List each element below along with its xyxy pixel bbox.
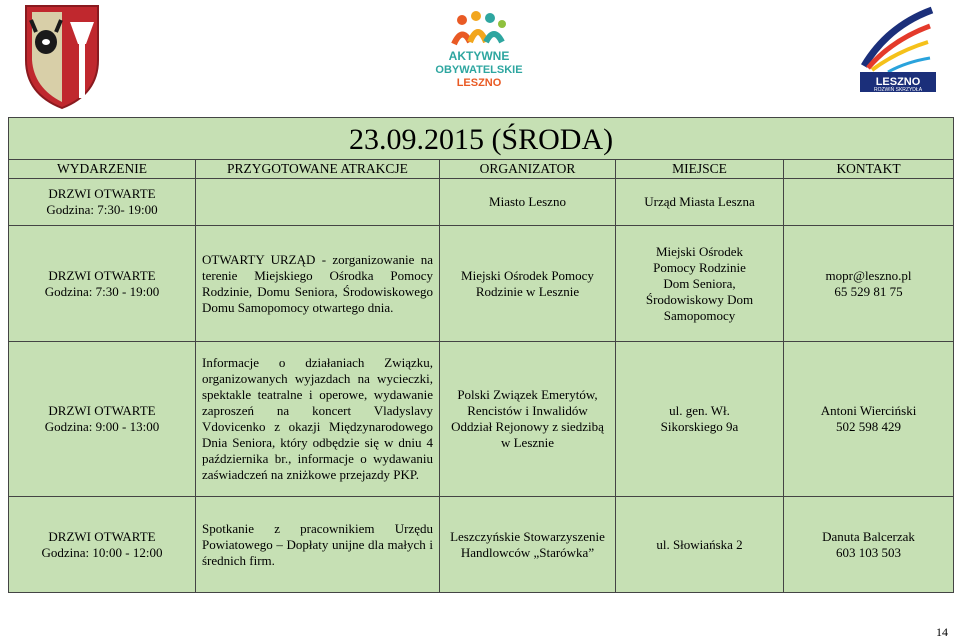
header-attractions: PRZYGOTOWANE ATRAKCJE: [196, 160, 440, 179]
header-row: [9, 160, 954, 179]
table-row: [9, 497, 954, 593]
contact-email: mopr@leszno.pl: [825, 267, 912, 283]
contact-cell: [784, 179, 954, 226]
header-organizer: ORGANIZATOR: [440, 160, 616, 179]
event-cell: [9, 342, 196, 497]
contact-cell: [784, 497, 954, 593]
header-event: WYDARZENIE: [9, 160, 196, 179]
attractions-cell: Informacje o działaniach Związku, organizowanych wyjazdach na wycieczki, spektakle teatralne i operowe, wydawanie zaproszeń na koncert Vladyslavy Vdovicenko z okazji Międzynarodowego Dnia Seniora, który odbędzie się w dniu 4 października br., informacje o wydawaniu zaświadczeń na zniżkowe przejazdy PKP.: [196, 342, 440, 497]
event-cell: [9, 179, 196, 226]
event-name: DRZWI OTWARTE: [48, 267, 156, 283]
event-cell: [9, 226, 196, 342]
table-row: [9, 179, 954, 226]
organizer-cell: Leszczyńskie Stowarzyszenie Handlowców „Starówka”: [440, 497, 616, 593]
contact-phone: 603 103 503: [836, 544, 902, 560]
event-hours: Godzina: 9:00 - 13:00: [44, 419, 160, 434]
events-table: [8, 117, 954, 593]
place-cell: Miejski Ośrodek Pomocy Rodzinie Dom Seniora, Środowiskowy Dom Samopomocy: [616, 226, 784, 342]
event-name: DRZWI OTWARTE: [48, 528, 156, 544]
contact-cell: [784, 226, 954, 342]
contact-cell: [784, 342, 954, 497]
contact-phone: 502 598 429: [836, 419, 902, 434]
date-title: 23.09.2015 (ŚRODA): [9, 118, 954, 160]
place-cell: Urząd Miasta Leszna: [616, 179, 784, 226]
title-row: [9, 118, 954, 160]
event-hours: Godzina: 7:30- 19:00: [46, 202, 158, 217]
organizer-cell: Miasto Leszno: [440, 179, 616, 226]
event-cell: [9, 497, 196, 593]
event-hours: Godzina: 7:30 - 19:00: [44, 283, 160, 299]
attractions-cell: Spotkanie z pracownikiem Urzędu Powiatowego – Dopłaty unijne dla małych i średnich firm.: [196, 497, 440, 593]
table-row: [9, 342, 954, 497]
header-contact: KONTAKT: [784, 160, 954, 179]
logo-text-leszno: LESZNO: [456, 77, 502, 89]
event-name: DRZWI OTWARTE: [48, 186, 156, 201]
logo-text-obywatelskie: OBYWATELSKIE: [435, 64, 523, 76]
aktywne-obywatelskie-logo: [418, 10, 540, 90]
attractions-cell: [196, 179, 440, 226]
organizer-cell: Polski Związek Emerytów, Rencistów i Inwalidów Oddział Rejonowy z siedzibą w Lesznie: [440, 342, 616, 497]
place-cell: ul. Słowiańska 2: [616, 497, 784, 593]
contact-phone: 65 529 81 75: [834, 283, 903, 299]
leszno-city-logo: [858, 6, 938, 92]
logo-text-leszno-main: LESZNO: [875, 76, 921, 88]
contact-name: Antoni Wierciński: [820, 403, 917, 418]
logo-text-leszno-sub: ROZWIŃ SKRZYDŁA: [873, 87, 923, 92]
header-place: MIEJSCE: [616, 160, 784, 179]
page-number: 14: [936, 625, 948, 639]
event-hours: Godzina: 10:00 - 12:00: [41, 544, 163, 560]
organizer-cell: Miejski Ośrodek Pomocy Rodzinie w Lesznie: [440, 226, 616, 342]
contact-name: Danuta Balcerzak: [822, 528, 915, 544]
attractions-cell: OTWARTY URZĄD - zorganizowanie na terenie Miejskiego Ośrodka Pomocy Rodzinie, Domu Seniora, Środowiskowego Domu Samopomocy otwartego dnia.: [196, 226, 440, 342]
city-crest-logo: [22, 2, 102, 110]
table-row: [9, 226, 954, 342]
event-name: DRZWI OTWARTE: [48, 403, 156, 418]
logo-text-aktywne: AKTYWNE: [448, 49, 510, 63]
place-cell: ul. gen. Wł. Sikorskiego 9a: [616, 342, 784, 497]
